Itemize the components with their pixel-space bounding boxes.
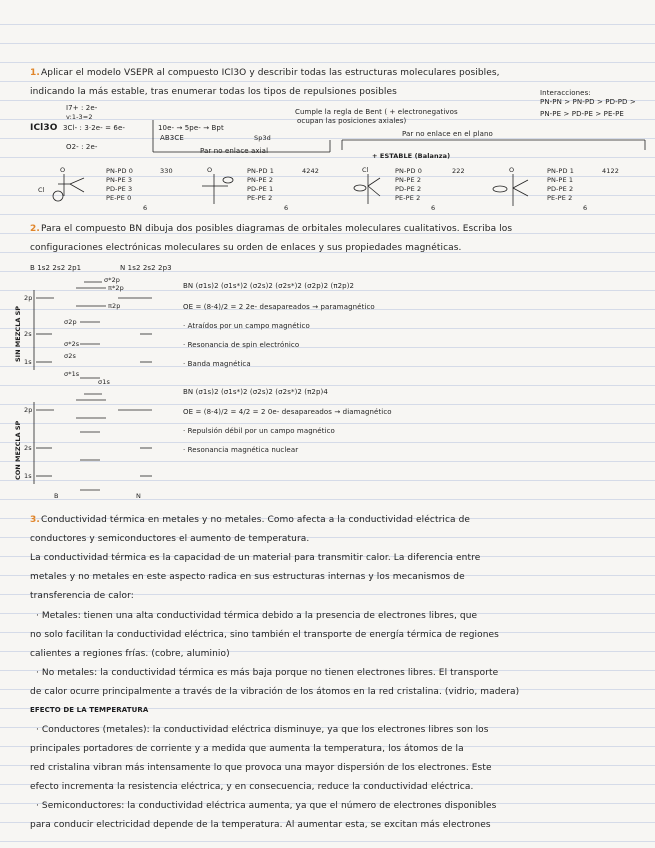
metals-line1: · Metales: tienen una alta conductividad térmica debido a la presencia de electrones libres, que [36,611,478,621]
vsepr-formula: AB3CE [160,134,184,142]
mo-sigma-2p: σ2p [64,318,77,326]
d2-property-2: · Resonancia magnética nuclear [183,446,299,454]
sin-mezcla-label: SIN MEZCLA SP [14,305,22,362]
con-mezcla-label: CON MEZCLA SP [14,420,22,480]
q2-statement-line1: Para el compuesto BN dibuja dos posibles diagramas de orbitales moleculares cualitativos. Escriba los [41,224,513,234]
mo-sigma-1s: σ1s [98,378,110,386]
level-1s-b: 1s [24,472,32,480]
mo-pi-star-2p: π*2p [108,284,124,292]
atom-n-label: N [136,492,141,500]
interactions-title: Interacciones: [540,89,591,97]
d2-bond-order: OE = (8-4)/2 = 4/2 = 2 0e- desapareados → diamagnético [183,408,392,416]
mo-sigma-star-1s: σ*1s [64,370,80,378]
d1-configuration: BN (σ1s)2 (σ1s*)2 (σ2s)2 (σ2s*)2 (σ2p)2 (π2p)2 [183,282,355,290]
s1-row4: PE-PE 0 [106,194,132,202]
cl-atom-label: Cl [38,186,45,194]
iodine-valence: v:1-3=2 [66,113,93,121]
atom-b-label: B [54,492,59,500]
s4-row2: PN-PE 1 [547,176,574,184]
o-atom-label-4: O [509,166,515,174]
nonmetals-line2: de calor ocurre principalmente a través de la vibración de los átomos en la red cristalina. (vidrio, madera) [30,687,520,697]
metals-line2: no solo facilitan la conductividad eléctrica, sino también el transporte de energía térmica de regiones [30,630,499,640]
s3-row4: PE-PE 2 [395,194,421,202]
q1-statement-line2: indicando la más estable, tras enumerar todas los tipos de repulsiones posibles [30,87,397,97]
mo-pi-2p: π2p [108,302,121,310]
cl-atom-label-3: Cl [362,166,369,174]
electron-count-calc: 10e- → 5pe- → Bpt [158,124,224,132]
s1-sum: 6 [143,204,148,212]
mo-sigma-star-2p: σ*2p [104,276,121,284]
semiconductors-line1: · Semiconductores: la conductividad eléctrica aumenta, ya que el número de electrones disponibles [36,801,497,811]
s4-row1: PN-PD 1 [547,167,574,175]
s2-row2: PN-PE 2 [247,176,274,184]
mo-sigma-2s: σ2s [64,352,76,360]
s4-row3: PD-PE 2 [547,185,574,193]
conductors-line2: principales portadores de corriente y a medida que aumenta la temperatura, los átomos de la [30,744,464,754]
q3-statement-line1: Conductividad térmica en metales y no metales. Como afecta a la conductividad eléctrica de [41,515,471,525]
compound-formula: ICl3O [30,123,58,133]
most-stable-label: + ESTABLE (Balanza) [372,152,451,160]
s3-row1: PN-PD 0 [395,167,422,175]
s2-row1: PN-PD 1 [247,167,274,175]
bent-rule-line1: Cumple la regla de Bent ( + electronegativos [295,108,458,116]
s2-row3: PD-PE 1 [247,185,274,193]
s1-row2: PN-PE 3 [106,176,133,184]
bent-rule-line2: ocupan las posiciones axiales) [297,117,407,125]
s4-sum: 6 [583,204,588,212]
interactions-line1: PN-PN > PN-PD > PD-PD > [540,98,636,106]
metals-line3: calientes a regiones frías. (cobre, aluminio) [30,649,230,659]
s2-sum: 6 [284,204,289,212]
s3-sum: 6 [431,204,436,212]
s3-code: 222 [452,167,465,175]
oxygen-electrons: O2- : 2e- [66,143,98,151]
s3-row3: PD-PE 2 [395,185,422,193]
o-atom-label-2: O [207,166,213,174]
s1-row1: PN-PD 0 [106,167,133,175]
q3-intro-line1: La conductividad térmica es la capacidad de un material para transmitir calor. La diferencia entre [30,553,481,563]
d2-property-1: · Repulsión débil por un campo magnético [183,427,335,435]
s4-code: 4122 [602,167,619,175]
boron-config: B 1s2 2s2 2p1 [30,264,82,272]
d1-property-2: · Resonancia de spin electrónico [183,341,300,349]
s2-code: 4242 [302,167,319,175]
q2-statement-line2: configuraciones electrónicas moleculares su orden de enlaces y sus propiedades magnéticas. [30,243,462,253]
mo-sigma-star-2s: σ*2s [64,340,80,348]
conductors-line4: efecto incrementa la resistencia eléctrica, y en consecuencia, reduce la conductividad eléctrica. [30,782,474,792]
s2-row4: PE-PE 2 [247,194,273,202]
interactions-line2: PN-PE > PD-PE > PE-PE [540,110,624,118]
level-2p-b: 2p [24,406,33,414]
nonmetals-line1: · No metales: la conductividad térmica es más baja porque no tienen electrones libres. El transporte [36,668,499,678]
s3-row2: PN-PE 2 [395,176,422,184]
semiconductors-line2: para conducir electricidad depende de la temperatura. Al aumentar esta, se excitan más electrones [30,820,491,830]
d1-property-1: · Atraídos por un campo magnético [183,322,310,330]
q1-statement-line1: Aplicar el modelo VSEPR al compuesto ICl3O y describir todas las estructuras moleculares posibles, [41,68,500,78]
o-atom-label: O [60,166,66,174]
level-2s-b: 2s [24,444,32,452]
q1-number: 1. [30,68,40,78]
nitrogen-config: N 1s2 2s2 2p3 [120,264,172,272]
q3-intro-line2: metales y no metales en este aspecto radica en sus estructuras internas y los mecanismos de [30,572,465,582]
level-1s: 1s [24,358,32,366]
q3-number: 3. [30,515,40,525]
d2-configuration: BN (σ1s)2 (σ1s*)2 (σ2s)2 (σ2s*)2 (π2p)4 [183,388,328,396]
hybridization: Sp3d [254,134,271,142]
d1-bond-order: OE = (8-4)/2 = 2 2e- desapareados → paramagnético [183,303,375,311]
iodine-electrons: I7+ : 2e- [66,104,98,112]
temperature-effect-heading: EFECTO DE LA TEMPERATURA [30,706,149,714]
planar-lone-pair-label: Par no enlace en el plano [402,130,493,138]
d1-property-3: · Banda magnética [183,360,251,368]
conductors-line1: · Conductores (metales): la conductividad eléctrica disminuye, ya que los electrones libres son los [36,725,489,735]
q3-statement-line2: conductores y semiconductores el aumento de temperatura. [30,534,310,544]
axial-lone-pair-label: Par no enlace axial [200,147,269,155]
s1-code: 330 [160,167,173,175]
level-2p: 2p [24,294,33,302]
conductors-line3: red cristalina vibran más intensamente lo que provoca una mayor dispersión de los electrones. Este [30,763,492,773]
q2-number: 2. [30,224,40,234]
s4-row4: PE-PE 2 [547,194,573,202]
q3-intro-line3: transferencia de calor: [30,591,134,601]
chlorine-electrons: 3Cl- : 3·2e- = 6e- [63,124,125,132]
s1-row3: PD-PE 3 [106,185,133,193]
level-2s: 2s [24,330,32,338]
